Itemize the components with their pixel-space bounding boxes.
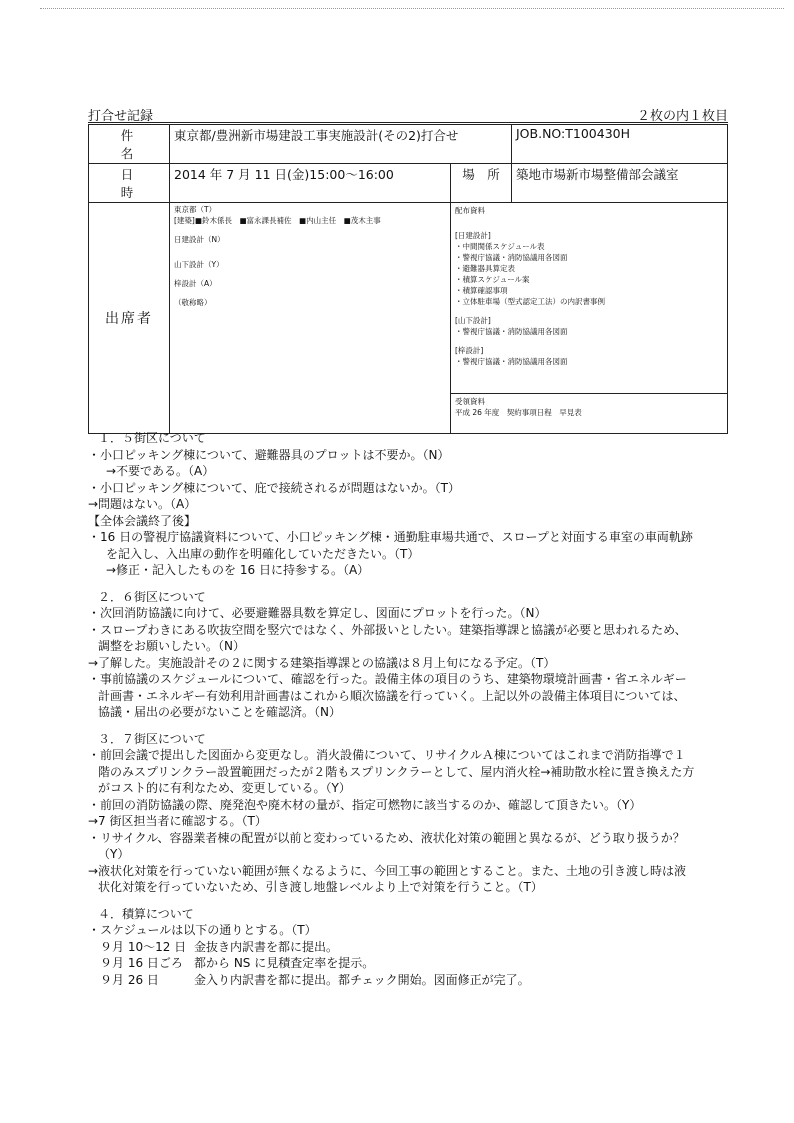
handout-item: ・警視庁協議・消防協議用各図面 — [455, 253, 568, 262]
minutes-line: →修正・記入したものを 16 日に持参する。（A） — [106, 563, 370, 577]
received-item: 平成 26 年度 契約事項日程 早見表 — [455, 408, 582, 417]
datetime-value: 2014 年 7 月 11 日(金)15:00～16:00 — [170, 164, 451, 203]
handout-item: ・積算スケジュール案 — [455, 275, 530, 284]
attendee-azusa: 梓設計（A） — [174, 279, 217, 288]
section-title: ２．６街区について — [98, 589, 206, 604]
handout-item: ・積算確認事項 — [455, 286, 508, 295]
section-title: １．５街区について — [98, 431, 206, 445]
section-block-7 — [88, 731, 740, 896]
minutes-line: ・16 日の警視庁協議資料について、小口ピッキング棟・通勤駐車場共通で、スロープと対面する車室の車両軌跡 — [88, 530, 693, 544]
minutes-line: ・次回消防協議に向けて、必要避難器具数を算定し、図面にプロットを行った。（N） — [88, 606, 547, 620]
minutes-line: →7 街区担当者に確認する。（T） — [88, 814, 267, 828]
handout-item: ・避難器具算定表 — [455, 264, 515, 273]
place-label: 場 所 — [451, 164, 512, 203]
minutes-line: ・小口ピッキング棟について、避難器具のプロットは不要か。（N） — [88, 447, 450, 462]
attendee-honorifics-note: （敬称略） — [174, 298, 212, 307]
meeting-info-table — [88, 124, 728, 434]
minutes-line: （Y） — [98, 847, 130, 861]
handout-item: ・立体駐車場（型式認定工法）の内訳書事例 — [455, 297, 605, 306]
received-block — [451, 394, 727, 420]
schedule-date: ９月 10～12 日 — [100, 939, 187, 954]
minutes-line: ・事前協議のスケジュールについて、確認を行った。設備主体の項目のうち、建築物環境計画書・省エネルギー — [88, 672, 687, 686]
place-value: 築地市場新市場整備部会議室 — [512, 164, 728, 203]
section-title: ３．７街区について — [98, 731, 206, 746]
schedule-task: 金入り内訳書を都に提出。都チェック開始。図面修正が完了。 — [194, 972, 530, 987]
handout-item: [梓設計] — [455, 346, 484, 355]
minutes-line: ・スロープわきにある吹抜空間を竪穴ではなく、外部扱いとしたい。建築指導課と協議が必要と思われるため、 — [88, 622, 687, 637]
attendees-label: 出席者 — [89, 203, 170, 434]
minutes-line: →液状化対策を行っていない範囲が無くなるように、今回工事の範囲とすること。また、土地の引き渡し時は液 — [88, 863, 687, 878]
minutes-body — [88, 430, 740, 998]
section-block-estimate — [88, 906, 740, 989]
minutes-line: 【全体会議終了後】 — [88, 513, 197, 528]
section-block-5 — [88, 430, 740, 579]
handouts-block — [451, 203, 727, 394]
minutes-line: ・小口ピッキング棟について、庇で接続されるが問題はないか。（T） — [88, 480, 461, 495]
schedule-row — [88, 955, 740, 972]
attendees-list — [170, 203, 451, 434]
minutes-line: ・スケジュールは以下の通りとする。（T） — [88, 923, 317, 937]
documents-cell — [451, 203, 728, 434]
section-title: ４．積算について — [98, 906, 194, 921]
section-block-6 — [88, 589, 740, 721]
subject-value: 東京都/豊洲新市場建設工事実施設計(その2)打合せ — [170, 125, 512, 164]
schedule-date: ９月 16 日ごろ — [100, 956, 183, 970]
attendee-nikken: 日建設計（N） — [174, 235, 225, 244]
page-number: ２枚の内１枚目 — [636, 109, 728, 124]
job-number: JOB.NO:T100430H — [512, 125, 728, 164]
minutes-line: がコスト的に有利なため、変更している。（Y） — [98, 781, 351, 795]
minutes-line: ・前回の消防協議の際、廃発泡や廃木材の量が、指定可燃物に該当するのか、確認して頂きたい。（Y） — [88, 797, 642, 812]
schedule-task: 金抜き内訳書を都に提出。 — [194, 939, 339, 954]
handout-item: [日建設計] — [455, 231, 491, 240]
subject-label: 件 名 — [89, 125, 170, 164]
page-header — [88, 105, 728, 124]
handout-item: ・警視庁協議・消防協議用各図面 — [455, 327, 568, 336]
minutes-line: ・前回会議で提出した図面から変更なし。消火設備について、リサイクルＡ棟についてはこれまで消防指導で１ — [88, 748, 686, 762]
schedule-row — [88, 939, 740, 956]
datetime-label: 日 時 — [89, 164, 170, 203]
handout-item: ・中間関係スケジュール表 — [455, 242, 545, 251]
minutes-line: 協議・届出の必要がないことを確認済。（N） — [98, 705, 341, 719]
handouts-title: 配布資料 — [455, 206, 485, 215]
top-dotted-border — [40, 8, 784, 9]
header-rule — [88, 122, 728, 123]
minutes-line: 状化対策を行っていないため、引き渡し地盤レベルより上で対策を行うこと。（T） — [98, 880, 543, 894]
received-title: 受領資料 — [455, 397, 485, 406]
handout-item: [山下設計] — [455, 316, 491, 325]
minutes-line: 調整をお願いしたい。（N） — [98, 639, 245, 653]
attendee-tokyo-members: [建築]■鈴木係長 ■富永課長補佐 ■内山主任 ■茂木主事 — [174, 216, 381, 225]
minutes-line: 階のみスプリンクラー設置範囲だったが２階もスプリンクラーとして、屋内消火栓→補助散水栓に置き換えた方 — [98, 764, 695, 779]
schedule-row — [88, 972, 740, 989]
attendee-tokyo: 東京都（T） — [174, 205, 217, 214]
minutes-line: →問題はない。（A） — [88, 497, 197, 511]
handout-item: ・警視庁協議・消防協議用各図面 — [455, 357, 568, 366]
schedule-date: ９月 26 日 — [100, 972, 159, 987]
attendee-yamashita: 山下設計（Y） — [174, 260, 224, 269]
minutes-line: を記入し、入出庫の動作を明確化していただきたい。（T） — [106, 546, 420, 561]
schedule-task: 都から NS に見積査定率を提示。 — [194, 956, 375, 970]
minutes-line: 計画書・エネルギー有効利用計画書はこれから順次協議を行っていく。上記以外の設備主体項目については、 — [98, 688, 686, 703]
minutes-line: →不要である。（A） — [106, 464, 215, 478]
document-title: 打合せ記録 — [88, 109, 154, 124]
minutes-line: ・リサイクル、容器業者棟の配置が以前と変わっているため、液状化対策の範囲と異なるが、どう取り扱うか？ — [88, 830, 685, 845]
minutes-line: →了解した。実施設計その２に関する建築指導課との協議は８月上旬になる予定。（T） — [88, 655, 556, 670]
